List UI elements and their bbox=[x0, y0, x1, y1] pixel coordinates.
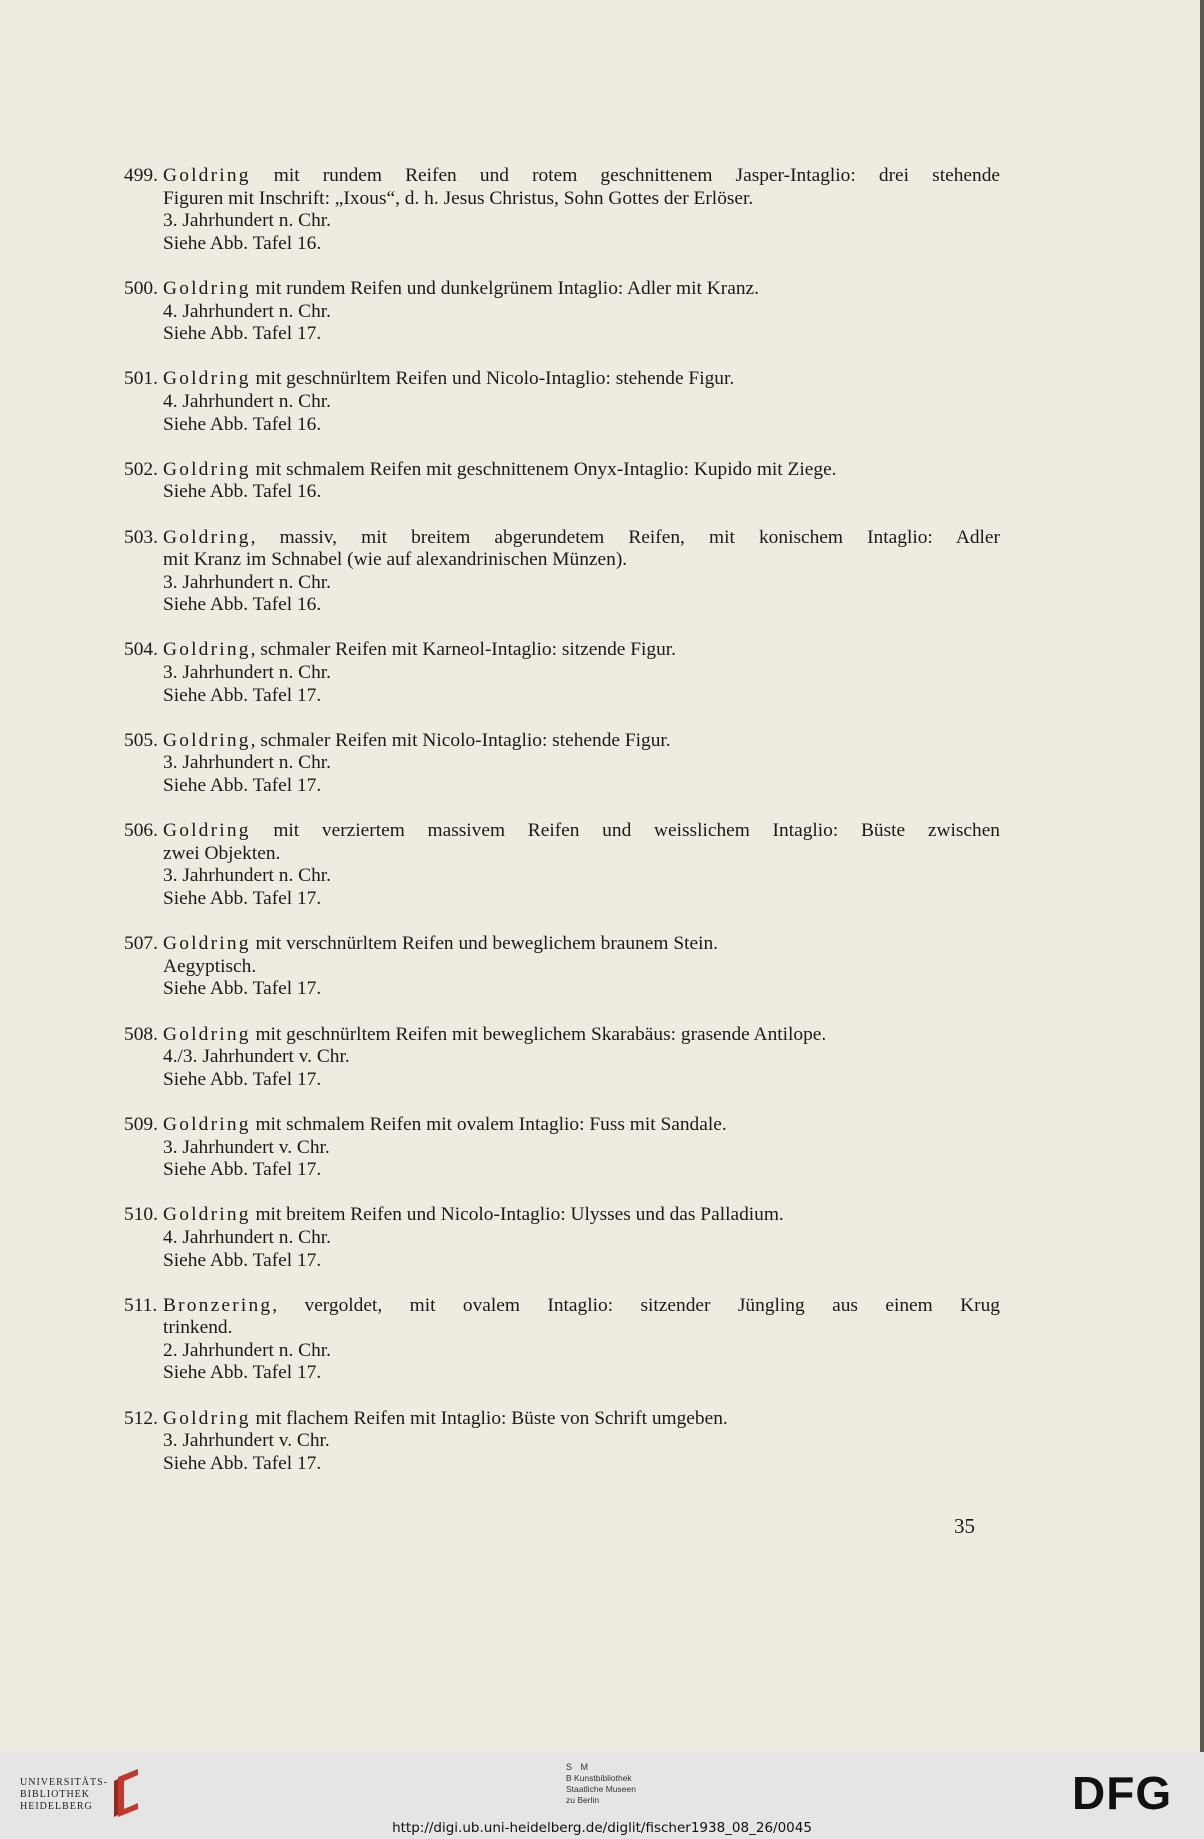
entry-description bbox=[163, 730, 1000, 753]
entry-line: 4. Jahrhundert n. Chr. bbox=[163, 1226, 332, 1248]
entry-line: Siehe Abb. Tafel 17. bbox=[163, 1452, 322, 1474]
catalog-entry bbox=[124, 933, 1000, 1001]
object-name: Goldring bbox=[163, 639, 251, 661]
object-name: Goldring bbox=[163, 1407, 251, 1429]
entry-description bbox=[163, 1408, 1000, 1431]
entry-line: 3. Jahrhundert n. Chr. bbox=[163, 752, 332, 774]
description-text: mit geschnürltem Reifen mit beweglichem Skarabäus: grasende Antilope. bbox=[250, 1023, 827, 1045]
library-line: BIBLIOTHEK bbox=[20, 1789, 90, 1800]
object-name: Goldring bbox=[163, 1113, 251, 1135]
description-text: mit breitem Reifen und Nicolo-Intaglio: Ulysses und das Palladium. bbox=[250, 1204, 784, 1226]
entry-line: Siehe Abb. Tafel 16. bbox=[163, 594, 322, 616]
description-text: mit rundem Reifen und rotem geschnittenem Jasper-Intaglio: drei stehende bbox=[250, 165, 1000, 186]
permalink-url[interactable]: http://digi.ub.uni-heidelberg.de/diglit/fischer1938_08_26/0045 bbox=[392, 1820, 812, 1836]
dfg-logo[interactable]: DFG bbox=[1072, 1767, 1173, 1819]
catalog-entry bbox=[124, 278, 1000, 346]
entry-description bbox=[163, 1024, 1000, 1047]
entry-line: 3. Jahrhundert n. Chr. bbox=[163, 662, 332, 684]
object-name: Goldring bbox=[163, 820, 251, 842]
museum-line: B Kunstbibliothek bbox=[566, 1773, 632, 1783]
entry-line: Siehe Abb. Tafel 17. bbox=[163, 684, 322, 706]
entry-line: Siehe Abb. Tafel 17. bbox=[163, 775, 322, 797]
entry-line: Siehe Abb. Tafel 17. bbox=[163, 1068, 322, 1090]
entry-line: 3. Jahrhundert v. Chr. bbox=[163, 1136, 330, 1158]
object-name: Goldring bbox=[163, 165, 251, 186]
description-text: mit verschnürltem Reifen und beweglichem braunem Stein. bbox=[250, 933, 719, 955]
object-name: Goldring bbox=[163, 458, 251, 480]
entry-line: Siehe Abb. Tafel 16. bbox=[163, 232, 322, 254]
entry-line: Siehe Abb. Tafel 16. bbox=[163, 413, 322, 435]
catalog-entry bbox=[124, 1024, 1000, 1092]
catalog-entries bbox=[124, 165, 1000, 1498]
entry-number: 511. bbox=[124, 1294, 158, 1316]
entry-line: Siehe Abb. Tafel 17. bbox=[163, 1249, 322, 1271]
object-name: Goldring bbox=[163, 933, 251, 955]
entry-number: 508. bbox=[124, 1023, 158, 1045]
entry-line: 4. Jahrhundert n. Chr. bbox=[163, 390, 332, 412]
entry-description bbox=[163, 1204, 1000, 1227]
kunstbibliothek-logo[interactable] bbox=[566, 1762, 636, 1806]
entry-line: Siehe Abb. Tafel 17. bbox=[163, 1362, 322, 1384]
entry-line: 4./3. Jahrhundert v. Chr. bbox=[163, 1046, 350, 1068]
entry-line: 2. Jahrhundert n. Chr. bbox=[163, 1339, 332, 1361]
entry-description bbox=[163, 1114, 1000, 1137]
entry-line: 3. Jahrhundert n. Chr. bbox=[163, 210, 332, 232]
entry-description bbox=[163, 1295, 1000, 1318]
entry-description bbox=[163, 459, 1000, 482]
entry-number: 505. bbox=[124, 729, 158, 751]
library-line: UNIVERSITÄTS- bbox=[20, 1777, 108, 1788]
entry-number: 506. bbox=[124, 820, 158, 842]
entry-line: Siehe Abb. Tafel 16. bbox=[163, 481, 322, 503]
catalog-entry bbox=[124, 1114, 1000, 1182]
catalog-entry bbox=[124, 1295, 1000, 1385]
entry-description bbox=[163, 820, 1000, 843]
object-name: Goldring bbox=[163, 729, 251, 751]
catalog-entry bbox=[124, 459, 1000, 504]
object-name: Goldring bbox=[163, 526, 251, 548]
entry-line: Figuren mit Inschrift: „Ixous“, d. h. Jesus Christus, Sohn Gottes der Erlöser. bbox=[163, 187, 754, 209]
entry-number: 503. bbox=[124, 526, 158, 548]
entry-line: 4. Jahrhundert n. Chr. bbox=[163, 300, 332, 322]
catalog-entry bbox=[124, 368, 1000, 436]
entry-line: Aegyptisch. bbox=[163, 955, 257, 977]
entry-line: 3. Jahrhundert n. Chr. bbox=[163, 571, 332, 593]
entry-description bbox=[163, 278, 1000, 301]
entry-description bbox=[163, 933, 1000, 956]
entry-number: 510. bbox=[124, 1204, 158, 1226]
description-text: , schmaler Reifen mit Nicolo-Intaglio: stehende Figur. bbox=[250, 729, 671, 751]
entry-description bbox=[163, 165, 1000, 188]
catalog-entry bbox=[124, 730, 1000, 798]
description-text: , vergoldet, mit ovalem Intaglio: sitzender Jüngling aus einem Krug bbox=[272, 1294, 1000, 1316]
catalog-entry bbox=[124, 639, 1000, 707]
catalog-entry bbox=[124, 1408, 1000, 1476]
entry-line: Siehe Abb. Tafel 17. bbox=[163, 1159, 322, 1181]
object-name: Bronzering bbox=[163, 1294, 273, 1316]
catalog-entry bbox=[124, 165, 1000, 255]
description-text: mit schmalem Reifen mit ovalem Intaglio: Fuss mit Sandale. bbox=[250, 1113, 727, 1135]
entry-line: 3. Jahrhundert n. Chr. bbox=[163, 865, 332, 887]
entry-line: mit Kranz im Schnabel (wie auf alexandrinischen Münzen). bbox=[163, 549, 628, 571]
museum-mark: S M bbox=[566, 1762, 592, 1772]
description-text: mit schmalem Reifen mit geschnittenem Onyx-Intaglio: Kupido mit Ziege. bbox=[250, 458, 837, 480]
object-name: Goldring bbox=[163, 277, 251, 299]
entry-number: 501. bbox=[124, 368, 158, 390]
catalog-entry bbox=[124, 820, 1000, 910]
entry-line: trinkend. bbox=[163, 1317, 233, 1339]
entry-description bbox=[163, 527, 1000, 550]
entry-description bbox=[163, 639, 1000, 662]
entry-number: 499. bbox=[124, 165, 158, 186]
entry-description bbox=[163, 368, 1000, 391]
description-text: mit geschnürltem Reifen und Nicolo-Intaglio: stehende Figur. bbox=[250, 368, 735, 390]
object-name: Goldring bbox=[163, 1204, 251, 1226]
page-number: 35 bbox=[954, 1514, 975, 1538]
object-name: Goldring bbox=[163, 1023, 251, 1045]
entry-number: 502. bbox=[124, 458, 158, 480]
entry-number: 509. bbox=[124, 1113, 158, 1135]
library-emblem-icon bbox=[110, 1765, 146, 1821]
entry-line: 3. Jahrhundert v. Chr. bbox=[163, 1430, 330, 1452]
library-line: HEIDELBERG bbox=[20, 1801, 93, 1812]
catalog-entry bbox=[124, 1204, 1000, 1272]
description-text: mit flachem Reifen mit Intaglio: Büste von Schrift umgeben. bbox=[250, 1407, 728, 1429]
description-text: mit rundem Reifen und dunkelgrünem Intaglio: Adler mit Kranz. bbox=[250, 277, 759, 299]
museum-line: zu Berlin bbox=[566, 1795, 600, 1805]
university-library-logo[interactable] bbox=[20, 1777, 108, 1813]
entry-number: 507. bbox=[124, 933, 158, 955]
catalog-entry bbox=[124, 527, 1000, 617]
entry-line: zwei Objekten. bbox=[163, 842, 281, 864]
entry-number: 512. bbox=[124, 1407, 158, 1429]
description-text: , massiv, mit breitem abgerundetem Reifen, mit konischem Intaglio: Adler bbox=[250, 526, 1000, 548]
description-text: , schmaler Reifen mit Karneol-Intaglio: sitzende Figur. bbox=[250, 639, 677, 661]
description-text: mit verziertem massivem Reifen und weisslichem Intaglio: Büste zwischen bbox=[250, 820, 1000, 842]
object-name: Goldring bbox=[163, 368, 251, 390]
entry-number: 504. bbox=[124, 639, 158, 661]
entry-line: Siehe Abb. Tafel 17. bbox=[163, 323, 322, 345]
entry-number: 500. bbox=[124, 277, 158, 299]
entry-line: Siehe Abb. Tafel 17. bbox=[163, 978, 322, 1000]
museum-line: Staatliche Museen bbox=[566, 1784, 636, 1794]
entry-line: Siehe Abb. Tafel 17. bbox=[163, 888, 322, 909]
